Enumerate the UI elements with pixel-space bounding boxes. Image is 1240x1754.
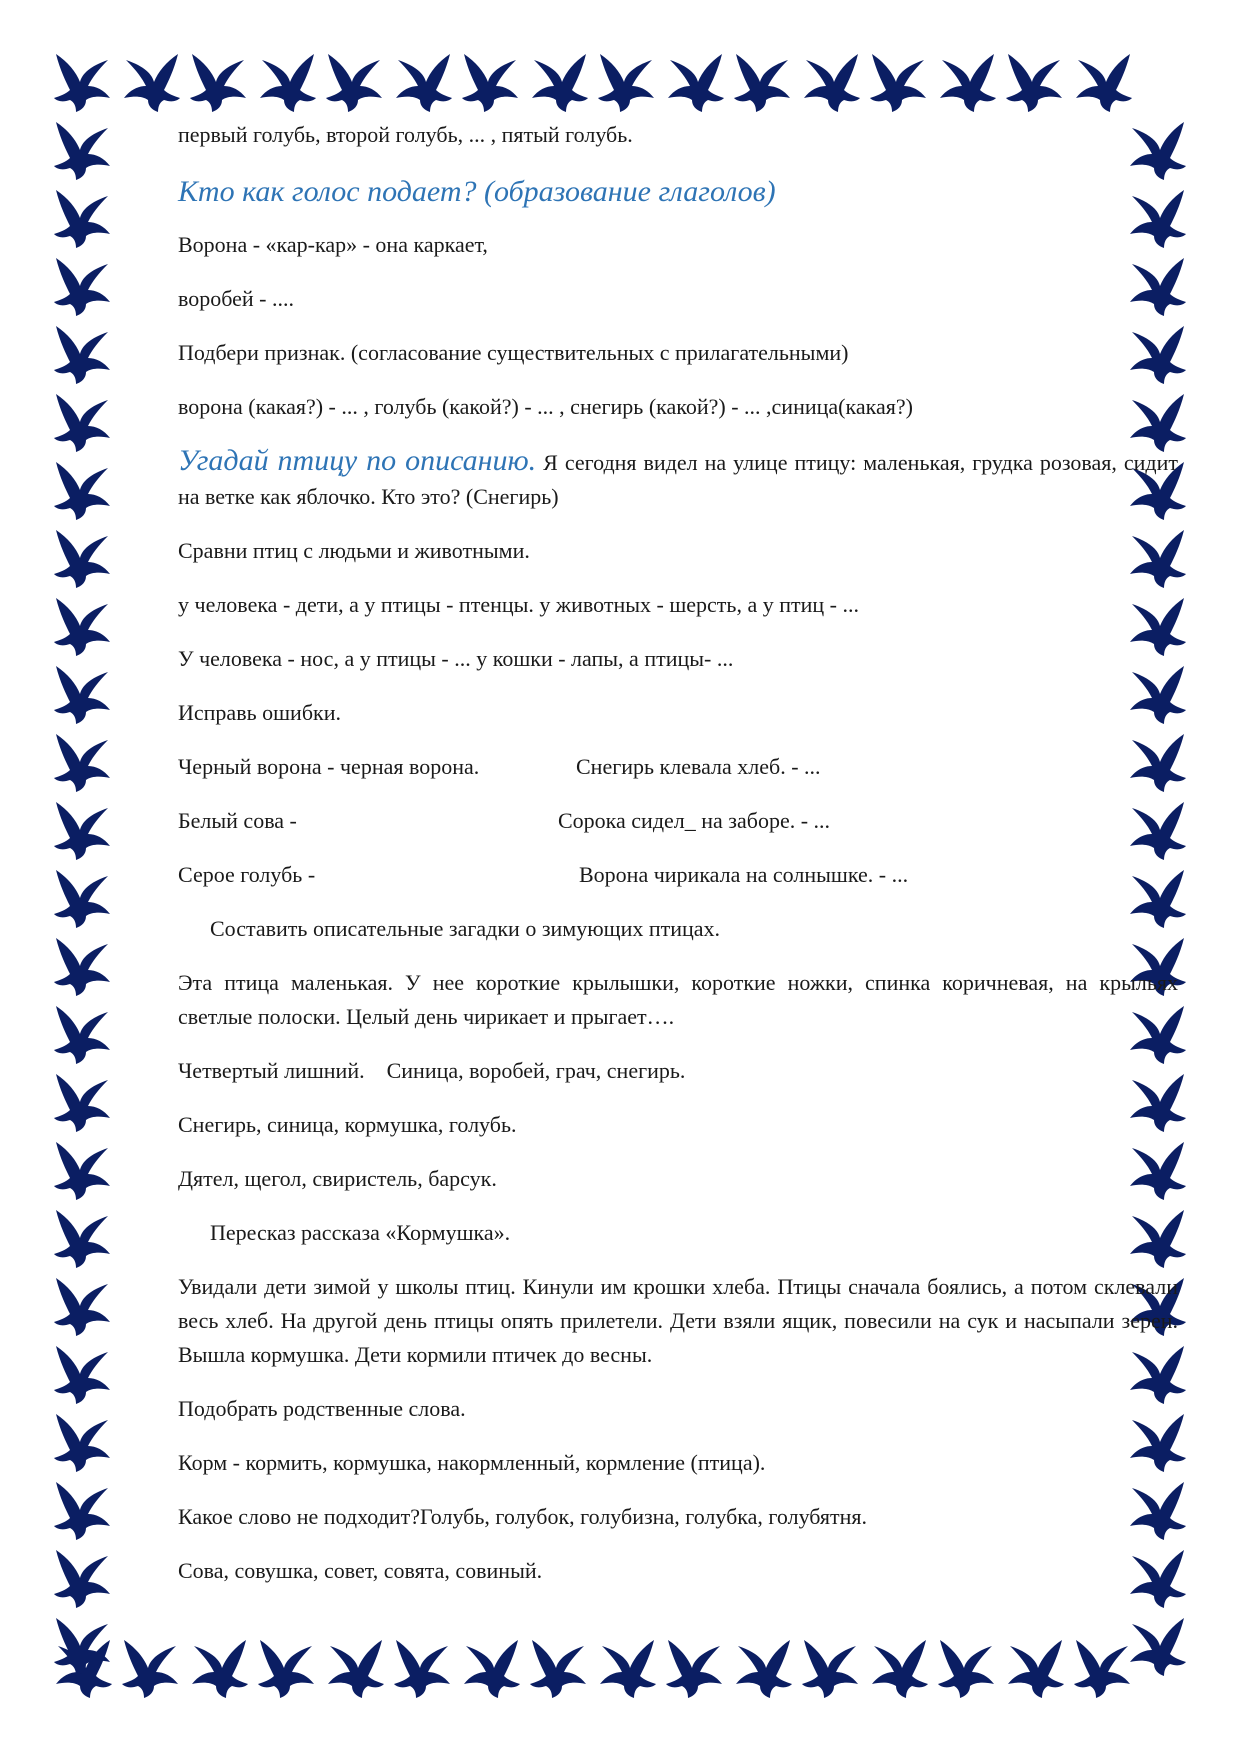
swallow-icon xyxy=(532,54,588,112)
swallow-icon xyxy=(1008,1640,1064,1698)
swallow-icon xyxy=(870,54,926,112)
swallow-icon xyxy=(124,54,180,112)
swallow-icon xyxy=(54,598,110,656)
swallow-icon xyxy=(54,326,110,384)
swallow-icon xyxy=(54,258,110,316)
swallow-icon xyxy=(668,54,724,112)
swallow-icon xyxy=(464,1640,520,1698)
swallow-icon xyxy=(872,1640,928,1698)
swallow-icon xyxy=(54,122,110,180)
section-heading-voices: Кто как голос подает? (образование глаголов) xyxy=(178,175,776,208)
swallow-icon xyxy=(394,1640,450,1698)
swallow-icon xyxy=(190,54,246,112)
swallow-icon xyxy=(1074,1640,1130,1698)
swallow-icon xyxy=(1130,1618,1186,1676)
swallow-icon xyxy=(54,1006,110,1064)
text-line: Сравни птиц с людьми и животными. xyxy=(178,538,530,563)
text-line: первый голубь, второй голубь, ... , пятый голубь. xyxy=(178,122,633,147)
document-body xyxy=(178,118,1178,1608)
swallow-icon xyxy=(54,1210,110,1268)
swallow-icon xyxy=(1076,54,1132,112)
text-line: Составить описательные загадки о зимующих птицах. xyxy=(210,916,721,941)
swallow-icon xyxy=(54,1482,110,1540)
error-pair-left: Черный ворона - черная ворона. xyxy=(178,754,480,779)
swallow-icon xyxy=(54,870,110,928)
error-pair-left: Серое голубь - xyxy=(178,862,316,887)
error-pair-right: Ворона чирикала на солнышке. - ... xyxy=(579,862,909,887)
swallow-icon xyxy=(940,54,996,112)
text-line: Дятел, щегол, свиристель, барсук. xyxy=(178,1166,497,1191)
swallow-icon xyxy=(326,54,382,112)
text-line: Снегирь, синица, кормушка, голубь. xyxy=(178,1112,517,1137)
swallow-icon xyxy=(1006,54,1062,112)
text-line: Какое слово не подходит?Голубь, голубок, голубизна, голубка, голубятня. xyxy=(178,1504,868,1529)
swallow-icon xyxy=(54,1346,110,1404)
error-pair-right: Сорока сидел_ на заборе. - ... xyxy=(558,808,831,833)
swallow-icon xyxy=(54,734,110,792)
swallow-icon xyxy=(54,530,110,588)
swallow-icon xyxy=(54,1074,110,1132)
text-line: ворона (какая?) - ... , голубь (какой?) - ... , снегирь (какой?) - ... ,синица(какая?) xyxy=(178,394,913,419)
swallow-icon xyxy=(802,1640,858,1698)
swallow-icon xyxy=(328,1640,384,1698)
swallow-icon xyxy=(54,938,110,996)
swallow-icon xyxy=(54,394,110,452)
text-line: воробей - .... xyxy=(178,286,295,311)
error-pair-left: Белый сова - xyxy=(178,808,297,833)
swallow-icon xyxy=(54,190,110,248)
swallow-icon xyxy=(734,54,790,112)
error-pair-row xyxy=(178,804,1178,838)
swallow-icon xyxy=(260,54,316,112)
story-paragraph: Увидали дети зимой у школы птиц. Кинули им крошки хлеба. Птицы сначала боялись, а потом склевали весь хлеб. На другой день птицы опять прилетели. Дети взяли ящик, повесили на сук и насыпали зерен. Вышла кормушка. Дети кормили птичек до весны. xyxy=(178,1274,1178,1367)
riddle-paragraph xyxy=(178,444,1178,514)
swallow-icon xyxy=(54,462,110,520)
text-paragraph: Эта птица маленькая. У нее короткие крылышки, короткие ножки, спинка коричневая, на крыльях светлые полоски. Целый день чирикает и прыгает…. xyxy=(178,970,1178,1029)
text-line: Исправь ошибки. xyxy=(178,700,341,725)
swallow-icon xyxy=(54,666,110,724)
swallow-icon xyxy=(54,54,110,112)
swallow-icon xyxy=(54,1414,110,1472)
swallow-icon xyxy=(600,1640,656,1698)
text-line: у человека - дети, а у птицы - птенцы. у животных - шерсть, а у птиц - ... xyxy=(178,592,859,617)
text-line: Пересказ рассказа «Кормушка». xyxy=(210,1220,511,1245)
swallow-icon xyxy=(192,1640,248,1698)
swallow-icon xyxy=(54,802,110,860)
error-pair-row xyxy=(178,858,1178,892)
swallow-icon xyxy=(122,1640,178,1698)
riddle-text: Я сегодня видел на улице птицу: маленькая, грудка розовая, сидит на ветке как яблочко. Кто это? (Снегирь) xyxy=(178,450,1178,509)
swallow-icon xyxy=(54,1550,110,1608)
swallow-icon xyxy=(598,54,654,112)
error-pair-row xyxy=(178,750,1178,784)
section-heading-guess-bird: Угадай птицу по описанию. xyxy=(178,444,537,477)
swallow-icon xyxy=(396,54,452,112)
swallow-icon xyxy=(804,54,860,112)
text-line: У человека - нос, а у птицы - ... у кошки - лапы, а птицы- ... xyxy=(178,646,734,671)
text-line: Четвертый лишний. Синица, воробей, грач, снегирь. xyxy=(178,1058,686,1083)
swallow-icon xyxy=(938,1640,994,1698)
text-line: Сова, совушка, совет, совята, совиный. xyxy=(178,1558,543,1583)
text-line: Корм - кормить, кормушка, накормленный, кормление (птица). xyxy=(178,1450,766,1475)
swallow-icon xyxy=(54,1142,110,1200)
text-line: Подобрать родственные слова. xyxy=(178,1396,466,1421)
swallow-icon xyxy=(54,1278,110,1336)
text-line: Подбери признак. (согласование существительных с прилагательными) xyxy=(178,340,849,365)
text-line: Ворона - «кар-кар» - она каркает, xyxy=(178,232,488,257)
swallow-icon xyxy=(530,1640,586,1698)
swallow-icon xyxy=(462,54,518,112)
error-pair-right: Снегирь клевала хлеб. - ... xyxy=(576,754,821,779)
swallow-icon xyxy=(736,1640,792,1698)
swallow-icon xyxy=(666,1640,722,1698)
swallow-icon xyxy=(258,1640,314,1698)
